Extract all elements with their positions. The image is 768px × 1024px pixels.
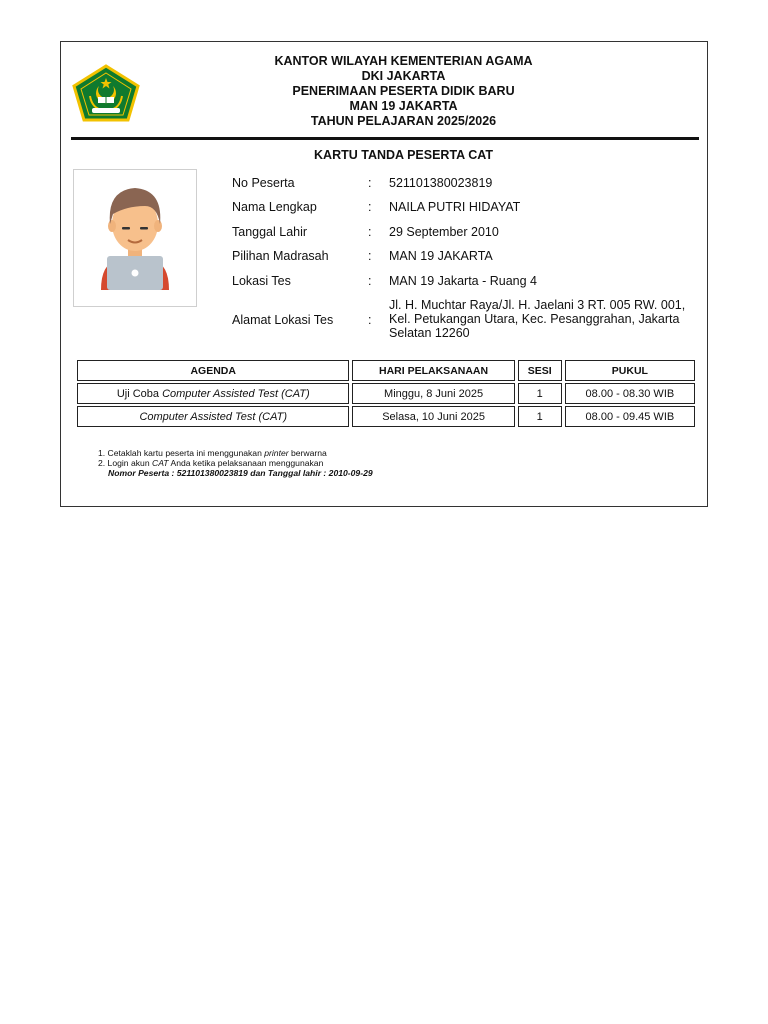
field-value-nama: NAILA PUTRI HIDAYAT — [389, 200, 521, 214]
alamat-line: Kel. Petukangan Utara, Kec. Pesanggrahan, Jakarta — [389, 312, 680, 326]
note-text: berwarna — [288, 448, 327, 458]
cell-agenda — [77, 383, 349, 404]
field-colon: : — [368, 274, 372, 288]
kemenag-logo-icon — [72, 64, 140, 122]
note-italic: CAT — [152, 458, 169, 468]
agenda-prefix: Uji Coba — [116, 387, 163, 400]
field-colon: : — [368, 249, 372, 263]
participant-photo — [73, 169, 197, 307]
schedule-table — [74, 358, 698, 429]
header-line-year: TAHUN PELAJARAN 2025/2026 — [310, 114, 497, 128]
notes — [98, 448, 373, 478]
field-label-lokasi-tes: Lokasi Tes — [232, 274, 291, 288]
field-value-alamat — [389, 298, 689, 340]
field-value-lokasi-tes: MAN 19 Jakarta - Ruang 4 — [389, 274, 537, 288]
field-colon: : — [368, 225, 372, 239]
note-1 — [98, 448, 373, 458]
exam-card — [60, 41, 708, 507]
column-header-sesi: SESI — [518, 360, 562, 381]
column-header-hari: HARI PELAKSANAAN — [352, 360, 514, 381]
card-title: KARTU TANDA PESERTA CAT — [314, 148, 493, 162]
avatar-icon — [95, 184, 175, 292]
field-label-alamat: Alamat Lokasi Tes — [232, 313, 334, 327]
field-colon: : — [368, 200, 372, 214]
field-label-madrasah: Pilihan Madrasah — [232, 249, 329, 263]
note-italic: printer — [264, 448, 289, 458]
table-header-row — [77, 360, 695, 381]
note-text: Anda ketika pelaksanaan menggunakan — [168, 458, 324, 468]
field-colon: : — [368, 313, 372, 327]
field-value-madrasah: MAN 19 JAKARTA — [389, 249, 493, 263]
cell-time: 08.00 - 08.30 WIB — [565, 383, 695, 404]
note-text: 1. Cetaklah kartu peserta ini menggunakan — [98, 448, 265, 458]
header-divider — [71, 137, 699, 140]
column-header-agenda: AGENDA — [77, 360, 349, 381]
header-line-program: PENERIMAAN PESERTA DIDIK BARU — [292, 84, 515, 98]
field-label-no-peserta: No Peserta — [232, 176, 295, 190]
field-value-tanggal-lahir: 29 September 2010 — [389, 225, 499, 239]
header-line-region: DKI JAKARTA — [361, 69, 446, 83]
card-header — [211, 54, 596, 129]
note-text: 2. Login akun — [98, 458, 152, 468]
cell-date: Selasa, 10 Juni 2025 — [352, 406, 514, 427]
alamat-line: Jl. H. Muchtar Raya/Jl. H. Jaelani 3 RT. 005 RW. 001, — [389, 298, 686, 312]
note-credentials: Nomor Peserta : 521101380023819 dan Tanggal lahir : 2010-09-29 — [108, 468, 373, 478]
cell-date: Minggu, 8 Juni 2025 — [352, 383, 514, 404]
header-line-school: MAN 19 JAKARTA — [349, 99, 458, 113]
table-row — [77, 406, 695, 427]
alamat-line: Selatan 12260 — [389, 326, 470, 340]
column-header-pukul: PUKUL — [565, 360, 695, 381]
field-label-nama: Nama Lengkap — [232, 200, 317, 214]
agenda-name: Computer Assisted Test (CAT) — [139, 410, 287, 423]
cell-session: 1 — [518, 383, 562, 404]
note-2 — [98, 458, 373, 468]
cell-time: 08.00 - 09.45 WIB — [565, 406, 695, 427]
field-value-no-peserta: 521101380023819 — [389, 176, 493, 190]
field-colon: : — [368, 176, 372, 190]
cell-agenda — [77, 406, 349, 427]
field-label-tanggal-lahir: Tanggal Lahir — [232, 225, 308, 239]
cell-session: 1 — [518, 406, 562, 427]
agenda-name: Computer Assisted Test (CAT) — [162, 387, 310, 400]
table-row — [77, 383, 695, 404]
header-line-agency: KANTOR WILAYAH KEMENTERIAN AGAMA — [274, 54, 533, 68]
